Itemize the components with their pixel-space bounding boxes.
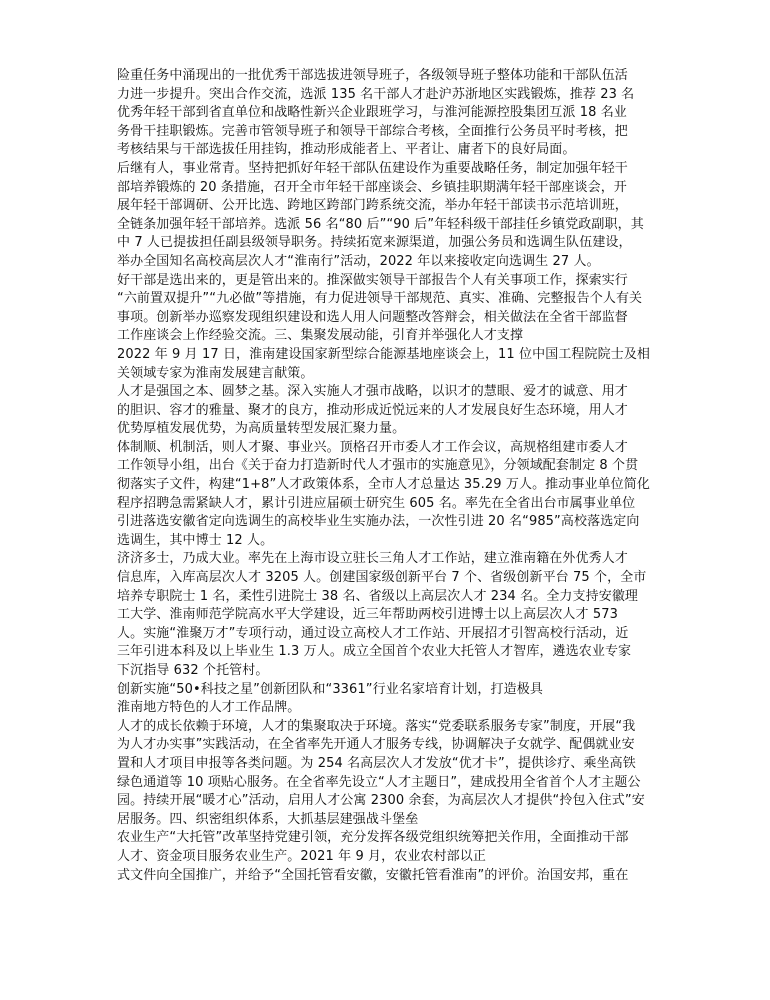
- paragraph: [117, 439, 662, 551]
- text-line: 后继有人，事业常青。坚持把抓好年轻干部队伍建设作为重要战略任务，制定加强年轻干: [117, 160, 628, 176]
- paragraph: [117, 383, 662, 439]
- text-line: 全链条加强年轻干部培养。选派 56 名“80 后”“90 后”年轻科级干部挂任乡镇党政副职，其: [117, 216, 644, 232]
- text-line: 选调生，其中博士 12 人。: [117, 532, 274, 548]
- paragraph: [117, 829, 662, 866]
- text-line: 事项。创新举办巡察发现组织建设和选人用人问题整改答辩会，相关做法在全省干部监督: [117, 309, 628, 325]
- text-line: 优势厚植发展优势，为高质量转型发展汇聚力量。: [117, 421, 406, 437]
- text-line: 体制顺、机制活，则人才聚、事业兴。顶格召开市委人才工作会议，高规格组建市委人才: [117, 439, 628, 455]
- text-line: 力进一步提升。突出合作交流，选派 135 名干部人才赴沪苏浙地区实践锻炼，推荐 23 名: [117, 86, 635, 102]
- text-line: 好干部是选出来的，更是管出来的。推深做实领导干部报告个人有关事项工作，探索实行: [117, 272, 628, 288]
- text-line: 下沉指导 632 个托管村。: [117, 663, 269, 678]
- text-line: 人。实施“淮聚万才”专项行动，通过设立高校人才工作站、开展招才引智高校行活动，近: [117, 625, 629, 641]
- text-line: 工作领导小组，出台《关于奋力打造新时代人才强市的实施意见》，分领域配套制定 8 个贯: [117, 458, 639, 474]
- text-line: 三年引进本科及以上毕业生 1.3 万人。成立全国首个农业大托管人才智库，遴选农业专家: [117, 644, 632, 660]
- text-line: 险重任务中涌现出的一批优秀干部选拔进领导班子，各级领导班子整体功能和干部队伍活: [117, 68, 628, 83]
- text-line: 工大学、淮南师范学院高水平大学建设，近三年帮助两校引进博士以上高层次人才 573: [117, 607, 618, 623]
- text-line: 置和人才项目申报等各类问题。为 254 名高层次人才发放“优才卡”，提供诊疗、乘坐高铁: [117, 755, 636, 771]
- text-line: 创新实施“50•科技之星”创新团队和“3361”行业名家培育计划，打造极具: [117, 681, 543, 697]
- text-line: 济济多士，乃成大业。率先在上海市设立驻长三角人才工作站，建立淮南籍在外优秀人才: [117, 551, 628, 567]
- text-line: 培养专职院士 1 名，柔性引进院士 38 名、省级以上高层次人才 234 名。全力支持安徽理: [117, 588, 639, 604]
- paragraph: [117, 718, 662, 830]
- text-line: 为人才办实事”实践活动，在全省率先开通人才服务专线，协调解决子女就学、配偶就业安: [117, 737, 635, 753]
- paragraph: [117, 272, 662, 346]
- text-line: 展年轻干部调研、公开比选、跨地区跨部门跨系统交流，举办年轻干部读书示范培训班，: [117, 198, 628, 214]
- text-line: 淮南地方特色的人才工作品牌。: [117, 700, 301, 716]
- text-line: 人才的成长依赖于环境，人才的集聚取决于环境。落实“党委联系服务专家”制度，开展“我: [117, 718, 636, 734]
- text-line: 式文件向全国推广，并给予“全国托管看安徽，安徽托管看淮南”的评价。治国安邦，重在: [117, 867, 629, 883]
- text-line: 程序招聘急需紧缺人才，累计引进应届硕士研究生 605 名。率先在全省出台市属事业单位: [117, 495, 636, 511]
- text-line: 绿色通道等 10 项贴心服务。在全省率先设立“人才主题日”，建成投用全省首个人才主题公: [117, 774, 641, 790]
- text-line: 2022 年 9 月 17 日，淮南建设国家新型综合能源基地座谈会上，11 位中国工程院院士及相: [117, 346, 651, 362]
- text-line: 信息库，入库高层次人才 3205 人。创建国家级创新平台 7 个、省级创新平台 75 个，全市: [117, 570, 647, 586]
- text-line: 园。持续开展“暖才心”活动，启用人才公寓 2300 余套，为高层次人才提供“拎包入住式”安: [117, 793, 645, 809]
- text-line: 农业生产“大托管”改革坚持党建引领，充分发挥各级党组织统筹把关作用，全面推动干部: [117, 830, 629, 846]
- paragraph: [117, 867, 662, 886]
- text-line: 工作座谈会上作经验交流。三、集聚发展动能，引育并举强化人才支撑: [117, 328, 524, 344]
- text-line: “六前置双提升”“九必做”等措施，有力促进领导干部规范、真实、准确、完整报告个人有关: [117, 291, 643, 307]
- text-line: 部培养锻炼的 20 条措施，召开全市年轻干部座谈会、乡镇挂职期满年轻干部座谈会，开: [117, 179, 627, 195]
- document-body: [117, 67, 662, 885]
- text-line: 考核结果与干部选拔任用挂钩，推动形成能者上、平者让、庸者下的良好局面。: [117, 142, 576, 158]
- text-line: 人才是强国之本、圆梦之基。深入实施人才强市战略，以识才的慧眼、爱才的诚意、用才: [117, 384, 628, 400]
- text-line: 人才、资金项目服务农业生产。2021 年 9 月，农业农村部以正: [117, 848, 486, 864]
- paragraph: [117, 681, 662, 718]
- text-line: 关领域专家为淮南发展建言献策。: [117, 365, 314, 381]
- text-line: 的胆识、容才的雅量、聚才的良方，推动形成近悦远来的人才发展良好生态环境，用人才: [117, 402, 628, 418]
- paragraph: [117, 67, 662, 160]
- text-line: 务骨干挂职锻炼。完善市管领导班子和领导干部综合考核，全面推行公务员平时考核，把: [117, 123, 628, 139]
- text-line: 引进落选安徽省定向选调生的高校毕业生实施办法，一次性引进 20 名“985”高校落选定向: [117, 514, 640, 530]
- paragraph: [117, 160, 662, 272]
- text-line: 彻落实子文件，构建“1+8”人才政策体系，全市人才总量达 35.29 万人。推动事业单位简化: [117, 477, 650, 493]
- text-line: 优秀年轻干部到省直单位和战略性新兴企业跟班学习，与淮河能源控股集团互派 18 名业: [117, 105, 627, 121]
- text-line: 举办全国知名高校高层次人才“淮南行”活动，2022 年以来接收定向选调生 27 人。: [117, 253, 600, 269]
- text-line: 居服务。四、织密组织体系，大抓基层建强战斗堡垒: [117, 811, 419, 827]
- paragraph: [117, 550, 662, 680]
- paragraph: [117, 346, 662, 383]
- text-line: 中 7 人已提拔担任副县级领导职务。持续拓宽来源渠道，加强公务员和选调生队伍建设，: [117, 235, 632, 251]
